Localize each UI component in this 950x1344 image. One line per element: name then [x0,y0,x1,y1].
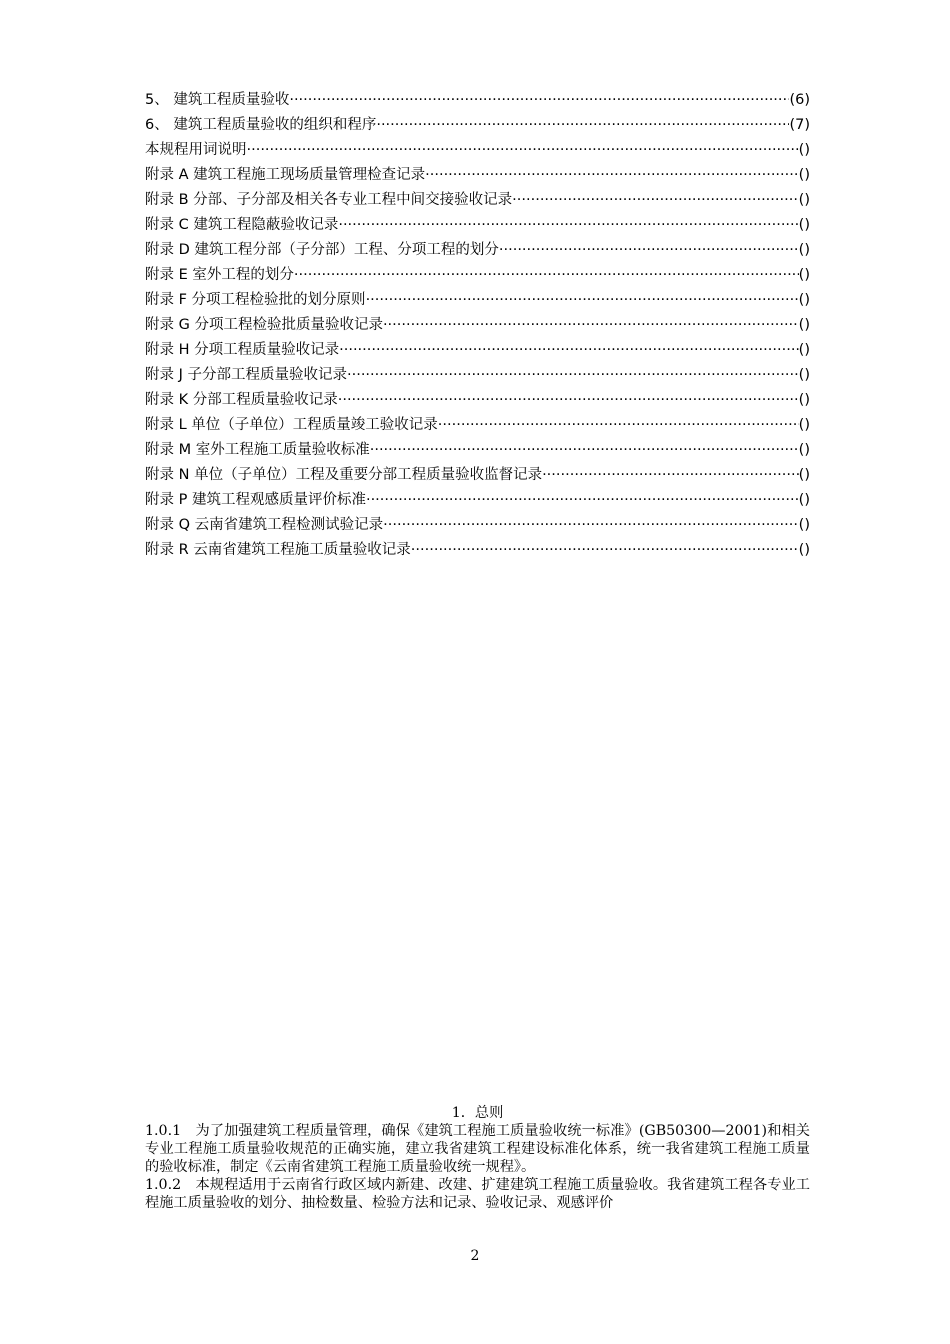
toc-leader-dots [512,192,799,208]
toc-entry-label: 附录 D 建筑工程分部（子分部）工程、分项工程的划分 [145,242,499,258]
toc-entry-label: 本规程用词说明 [145,142,247,158]
paragraph-1-0-2: 1.0.2 本规程适用于云南省行政区域内新建、改建、扩建建筑工程施工质量验收。我省建筑工程各专业工程施工质量验收的划分、抽检数量、检验方法和记录、验收记录、观感评价 [145,1177,810,1211]
toc-entry-label: 附录 N 单位（子单位）工程及重要分部工程质量验收监督记录 [145,467,543,483]
toc-entry-page: () [798,417,810,433]
toc-entry-page: () [798,367,810,383]
toc-entry-page: () [798,267,810,283]
toc-leader-dots [376,117,789,133]
toc-entry-page: () [798,467,810,483]
toc-entry[interactable] [145,138,810,163]
toc-entry-label: 附录 E 室外工程的划分 [145,267,294,283]
toc-leader-dots [383,317,799,333]
general-provisions-section [145,1104,810,1212]
toc-leader-dots [411,542,799,558]
toc-leader-dots [438,417,799,433]
toc-entry-label: 附录 M 室外工程施工质量验收标准 [145,442,370,458]
toc-entry[interactable] [145,213,810,238]
toc-entry-page: () [798,142,810,158]
toc-leader-dots [247,142,799,158]
toc-entry-label: 附录 F 分项工程检验批的划分原则 [145,292,366,308]
toc-entry-label: 附录 H 分项工程质量验收记录 [145,342,340,358]
toc-entry-label: 附录 B 分部、子分部及相关各专业工程中间交接验收记录 [145,192,513,208]
page-number: 2 [470,1248,480,1264]
toc-entry-page: () [798,242,810,258]
toc-entry[interactable] [145,188,810,213]
toc-entry[interactable] [145,438,810,463]
toc-entry[interactable] [145,413,810,438]
toc-leader-dots [338,217,798,233]
toc-entry-label: 附录 A 建筑工程施工现场质量管理检查记录 [145,167,426,183]
toc-leader-dots [370,442,799,458]
paragraph-1-0-1: 1.0.1 为了加强建筑工程质量管理，确保《建筑工程施工质量验收统一标准》(GB50300—2001)和相关专业工程施工质量验收规范的正确实施，建立我省建筑工程建设标准化体系，统一我省建筑工程施工质量的验收标准，制定《云南省建筑工程施工质量验收统一规程》。 [145,1123,810,1175]
toc-entry-page: () [798,167,810,183]
toc-entry-page: () [798,192,810,208]
toc-entry[interactable] [145,263,810,288]
toc-entry-label: 附录 L 单位（子单位）工程质量竣工验收记录 [145,417,438,433]
toc-entry-page: () [798,292,810,308]
toc-leader-dots [383,517,799,533]
toc-leader-dots [347,367,799,383]
toc-entry-page: () [798,342,810,358]
toc-entry[interactable] [145,313,810,338]
toc-entry-label: 附录 Q 云南省建筑工程检测试验记录 [145,517,384,533]
toc-entry-page: () [798,492,810,508]
toc-entry[interactable] [145,288,810,313]
toc-leader-dots [294,267,799,283]
toc-entry[interactable] [145,488,810,513]
section-title: 1．总则 [451,1105,504,1121]
toc-entry-label: 5、 建筑工程质量验收 [145,92,290,108]
toc-entry[interactable] [145,538,810,563]
toc-entry[interactable] [145,513,810,538]
table-of-contents [145,88,810,563]
toc-leader-dots [338,392,799,408]
toc-leader-dots [289,92,789,108]
toc-leader-dots [542,467,799,483]
toc-entry[interactable] [145,163,810,188]
toc-entry-page: (7) [789,117,810,133]
toc-entry-page: () [798,217,810,233]
toc-entry-label: 附录 R 云南省建筑工程施工质量验收记录 [145,542,411,558]
toc-entry-page: () [798,442,810,458]
toc-entry-label: 附录 C 建筑工程隐蔽验收记录 [145,217,339,233]
toc-entry[interactable] [145,88,810,113]
toc-entry-page: () [798,542,810,558]
toc-entry[interactable] [145,338,810,363]
toc-leader-dots [499,242,799,258]
toc-entry-page: () [798,517,810,533]
toc-entry-label: 附录 K 分部工程质量验收记录 [145,392,338,408]
toc-entry-page: () [798,317,810,333]
toc-entry-label: 附录 G 分项工程检验批质量验收记录 [145,317,383,333]
toc-leader-dots [366,292,799,308]
toc-entry[interactable] [145,463,810,488]
toc-entry-label: 6、 建筑工程质量验收的组织和程序 [145,117,377,133]
toc-leader-dots [425,167,799,183]
toc-entry-page: (6) [789,92,810,108]
toc-entry-page: () [798,392,810,408]
toc-leader-dots [366,492,799,508]
toc-entry[interactable] [145,238,810,263]
toc-entry[interactable] [145,363,810,388]
toc-leader-dots [339,342,799,358]
toc-entry-label: 附录 J 子分部工程质量验收记录 [145,367,347,383]
toc-entry[interactable] [145,113,810,138]
toc-entry-label: 附录 P 建筑工程观感质量评价标准 [145,492,366,508]
toc-entry[interactable] [145,388,810,413]
